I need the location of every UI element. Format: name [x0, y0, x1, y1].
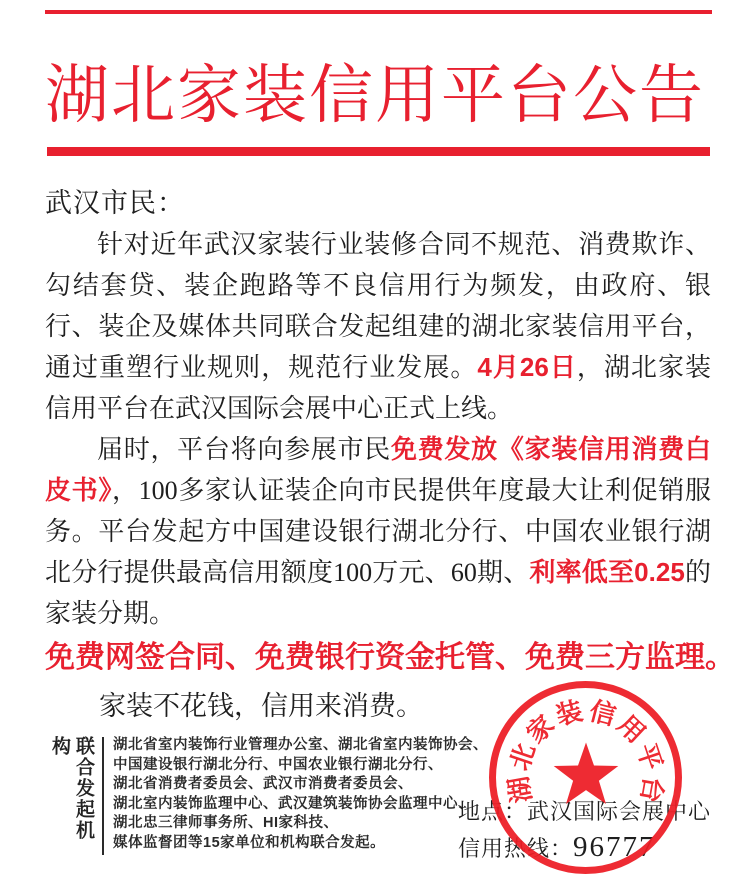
seal-arc-char: 装 — [552, 695, 586, 731]
seal-arc-char: 用 — [611, 709, 651, 749]
sponsors-block — [47, 736, 488, 856]
seal-arc-char: 家 — [520, 709, 560, 749]
paragraph-2 — [45, 429, 711, 634]
sponsor-line: 湖北省消费者委员会、武汉市消费者委员会、 — [113, 776, 413, 792]
hotline-number: 96777 — [573, 831, 656, 863]
hotline-label: 信用热线： — [458, 836, 574, 861]
sponsor-line: 媒体监督团等15家单位和机构联合发起。 — [113, 834, 386, 851]
seal-arc-char: 北 — [504, 739, 541, 774]
free-services-slogan: 免费网签合同、免费银行资金托管、免费三方监理。 — [45, 641, 735, 674]
sponsors-divider — [102, 737, 104, 855]
para2-rate-highlight: 利率低至0.25 — [529, 557, 685, 587]
page-title: 湖北家装信用平台公告 — [45, 60, 705, 131]
seal-arc-char: 湖 — [503, 773, 537, 805]
sponsor-line: 湖北室内装饰监理中心、武汉建筑装饰协会监理中心、 — [113, 795, 473, 812]
seal-arc-char: 平 — [630, 739, 667, 774]
salutation: 武汉市民： — [45, 188, 185, 218]
sponsor-line: 湖北忠三律师事务所、HI家科技、 — [113, 815, 339, 831]
title-divider-rule — [47, 147, 710, 156]
seal-star-icon — [550, 740, 622, 812]
paragraph-1 — [45, 224, 711, 429]
venue-line: 地点：武汉国际会展中心 — [458, 799, 712, 824]
sponsor-lines — [113, 736, 488, 856]
sponsor-line: 湖北省室内装饰行业管理办公室、湖北省室内装饰协会、 — [113, 737, 488, 753]
seal-arc-char: 信 — [585, 695, 619, 731]
para1-text-tail: ，湖北家装信用平台在武汉国际会展中心正式上线。 — [45, 353, 711, 423]
para2-whitepaper-highlight: 免费发放《家装信用消费白皮书》 — [45, 434, 711, 505]
top-rule — [45, 10, 712, 14]
credit-platform-seal — [489, 681, 682, 874]
announcement-body — [45, 183, 735, 727]
para2-text-mid: ，100多家认证装企向市民提供年度最大让利促销服务。平台发起方中国建设银行湖北分行、中国农业银行湖北分行提供最高信用额度100万元、60期、 — [45, 476, 711, 587]
sponsors-vertical-label: 联合发起机构 — [49, 736, 94, 841]
para2-text: 届时，平台将向参展市民 — [97, 435, 391, 464]
para1-date-highlight: 4月26日 — [477, 352, 577, 382]
seal-arc-char: 台 — [634, 773, 668, 805]
para1-text: 针对近年武汉家装行业装修合同不规范、消费欺诈、勾结套贷、装企跑路等不良信用行为频发，由政府、银行、装企及媒体共同联合发起组建的湖北家装信用平台，通过重塑行业规则，规范行业发展。 — [45, 230, 711, 382]
sponsor-line: 中国建设银行湖北分行、中国农业银行湖北分行、 — [113, 756, 443, 773]
tagline: 家装不花钱，信用来消费。 — [99, 691, 423, 721]
para2-text-tail: 的家装分期。 — [45, 558, 711, 628]
